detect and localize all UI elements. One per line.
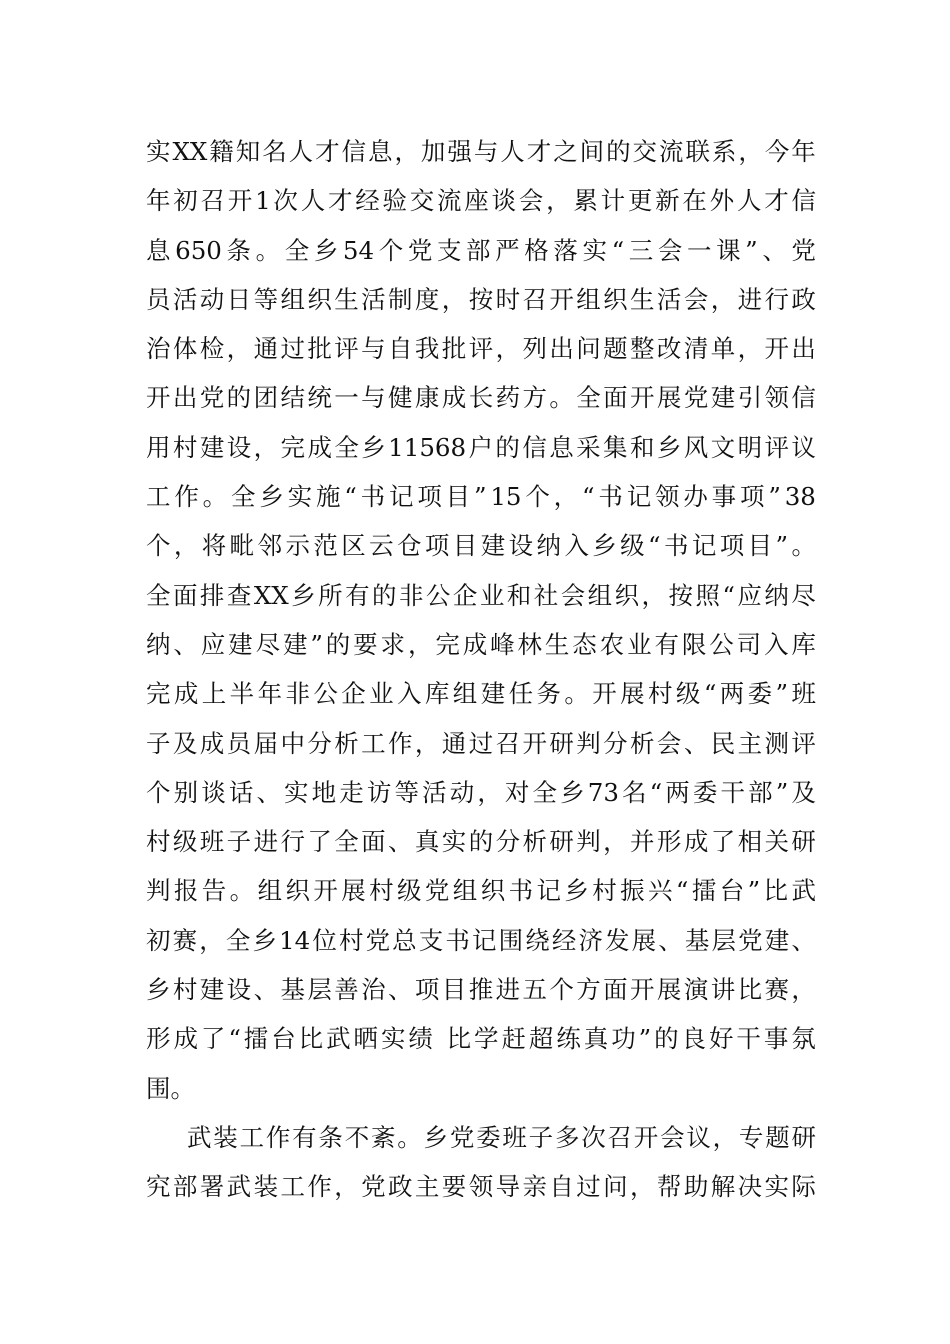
text-line: 武 装 工 作 有 条 不 紊 。 乡 党 委 班 子 多 次 召 开 会 议 ， 专 题 研 bbox=[187, 1122, 816, 1152]
text-line: 员 活 动 日 等 组 织 生 活 制 度 ， 按 时 召 开 组 织 生 活 会 ， 进 行 政 bbox=[146, 284, 816, 314]
paragraph-2 bbox=[146, 1113, 816, 1212]
document-body bbox=[146, 127, 816, 1212]
text-line: 判 报 告 。 组 织 开 展 村 级 党 组 织 书 记 乡 村 振 兴 “ 擂 台 ” 比 武 bbox=[146, 876, 816, 906]
text-line: 子 及 成 员 届 中 分 析 工 作 ， 通 过 召 开 研 判 分 析 会 、 民 主 测 评 bbox=[146, 728, 816, 758]
paragraph-1 bbox=[146, 127, 816, 1113]
text-line: 息 650 条 。 全 乡 54 个 党 支 部 严 格 落 实 “ 三 会 一 课 ” 、 党 bbox=[146, 235, 816, 265]
text-line: 初 赛 ， 全 乡 14 位 村 党 总 支 书 记 围 绕 经 济 发 展 、 基 层 党 建 、 bbox=[146, 925, 816, 955]
text-line: 年 初 召 开 1 次 人 才 经 验 交 流 座 谈 会 ， 累 计 更 新 在 外 人 才 信 bbox=[146, 186, 816, 216]
text-line: 个 别 谈 话 、 实 地 走 访 等 活 动 ， 对 全 乡 73 名 “ 两 委 干 部 ” 及 bbox=[146, 777, 816, 807]
text-line: 完 成 上 半 年 非 公 企 业 入 库 组 建 任 务 。 开 展 村 级 “ 两 委 ” 班 bbox=[146, 679, 816, 709]
text-line: 究 部 署 武 装 工 作 ， 党 政 主 要 领 导 亲 自 过 问 ， 帮 助 解 决 实 际 bbox=[146, 1172, 816, 1202]
text-line: 个 ， 将 毗 邻 示 范 区 云 仓 项 目 建 设 纳 入 乡 级 “ 书 记 项 目 ” 。 bbox=[146, 531, 816, 561]
text-line: 实 XX 籍 知 名 人 才 信 息 ， 加 强 与 人 才 之 间 的 交 流 联 系 ， 今 年 bbox=[146, 137, 816, 166]
text-line: 工 作 。 全 乡 实 施 “ 书 记 项 目 ” 15 个 ， “ 书 记 领 办 事 项 ” 38 bbox=[146, 482, 816, 512]
text-line: 纳 、 应 建 尽 建 ” 的 要 求 ， 完 成 峰 林 生 态 农 业 有 限 公 司 入 库 bbox=[146, 629, 816, 659]
text-line: 村 级 班 子 进 行 了 全 面 、 真 实 的 分 析 研 判 ， 并 形 成 了 相 关 研 bbox=[146, 827, 816, 857]
text-line: 治 体 检 ， 通 过 批 评 与 自 我 批 评 ， 列 出 问 题 整 改 清 单 ， 开 出 bbox=[146, 334, 816, 364]
text-line: 全 面 排 查 XX 乡 所 有 的 非 公 企 业 和 社 会 组 织 ， 按 照 “ 应 纳 尽 bbox=[146, 580, 816, 610]
text-line: 开 出 党 的 团 结 统 一 与 健 康 成 长 药 方 。 全 面 开 展 党 建 引 领 信 bbox=[146, 383, 816, 413]
text-line: 乡 村 建 设 、 基 层 善 治 、 项 目 推 进 五 个 方 面 开 展 演 讲 比 赛 ， bbox=[146, 975, 816, 1005]
text-line: 用 村 建 设 ， 完 成 全 乡 11568 户 的 信 息 采 集 和 乡 风 文 明 评 议 bbox=[146, 432, 816, 462]
text-line: 形 成 了 “ 擂 台 比 武 晒 实 绩 比 学 赶 超 练 真 功 ” 的 良 好 干 事 氛 bbox=[146, 1024, 816, 1054]
text-line: 围。 bbox=[146, 1073, 195, 1103]
